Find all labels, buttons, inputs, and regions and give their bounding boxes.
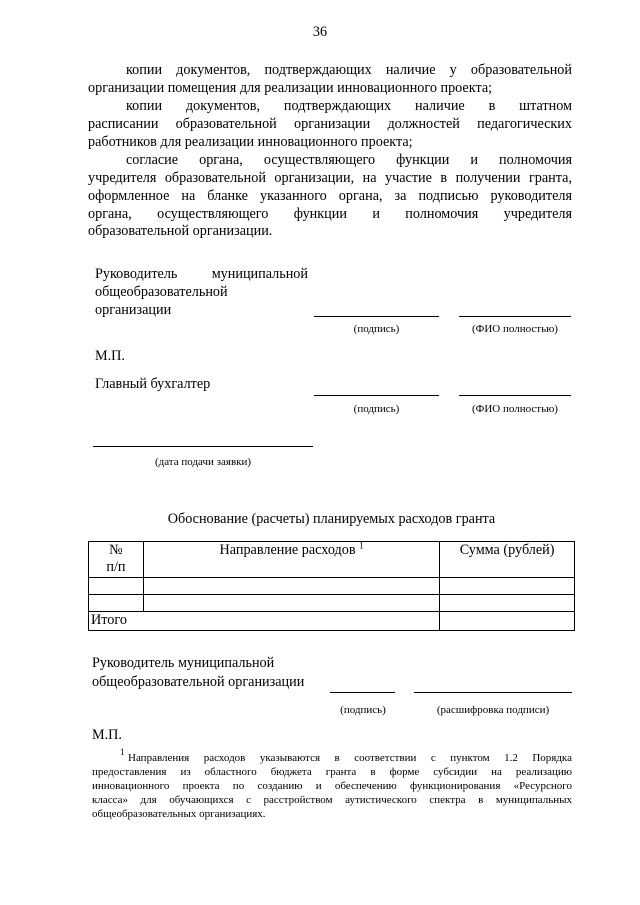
col-direction-header-text: Направление расходов xyxy=(219,542,356,558)
total-value[interactable] xyxy=(440,612,575,631)
intro-line: оформленное на бланке указанного органа, за подписью руководителя xyxy=(88,188,572,204)
footnote-line: предоставления из областного бюджета гранта в форме субсидии на реализацию xyxy=(92,766,572,778)
footnote-line: Направления расходов указываются в соответствии с пунктом 1.2 Порядка xyxy=(128,752,572,764)
section-title: Обоснование (расчеты) планируемых расходов гранта xyxy=(167,511,496,527)
total-label: Итого xyxy=(89,612,440,631)
signature-line xyxy=(314,316,439,317)
name-caption: (ФИО полностью) xyxy=(472,323,558,335)
signature-caption: (подпись) xyxy=(353,403,400,415)
table-total-row xyxy=(89,612,575,631)
table-cell[interactable] xyxy=(440,595,575,612)
signature-line xyxy=(314,395,439,396)
table-row xyxy=(89,578,575,595)
intro-line: копии документов, подтверждающих наличие у образовательной xyxy=(126,62,572,78)
head-title-line: Руководитель муниципальной xyxy=(95,266,308,282)
head-title-line: общеобразовательной организации xyxy=(92,674,305,690)
col-number-header-line2: п/п xyxy=(106,559,126,575)
col-number-header-line1: № xyxy=(109,542,123,558)
name-line xyxy=(414,692,572,693)
seal-label: М.П. xyxy=(92,727,122,743)
expenses-table xyxy=(88,541,575,631)
col-direction-header xyxy=(143,542,439,578)
date-line xyxy=(93,446,313,447)
name-caption: (ФИО полностью) xyxy=(472,403,558,415)
footnote-ref: 1 xyxy=(359,540,364,551)
name-line xyxy=(459,395,571,396)
intro-line: учредителя образовательной организации, на участие в получении гранта, xyxy=(88,170,572,186)
col-number-header xyxy=(89,542,144,578)
head-title-line: организации xyxy=(95,302,172,318)
footnote-line: инновационного проекта по созданию и обеспечению функционирования «Ресурсного xyxy=(92,780,572,792)
table-row xyxy=(89,595,575,612)
table-cell[interactable] xyxy=(143,595,439,612)
table-header-row xyxy=(89,542,575,578)
page-number: 36 xyxy=(312,24,328,40)
seal-label: М.П. xyxy=(95,348,125,364)
date-caption: (дата подачи заявки) xyxy=(154,456,252,468)
name-caption: (расшифровка подписи) xyxy=(436,704,550,716)
intro-line: согласие органа, осуществляющего функции и полномочия xyxy=(126,152,572,168)
footnote-line: класса» для обучающихся с расстройством аутистического спектра в муниципальных xyxy=(92,794,572,806)
table-cell[interactable] xyxy=(143,578,439,595)
intro-line: работников для реализации инновационного проекта; xyxy=(88,134,413,150)
intro-line: органа, осуществляющего функции и полномочия учредителя xyxy=(88,206,572,222)
intro-line: копии документов, подтверждающих наличие в штатном xyxy=(126,98,572,114)
intro-line: организации помещения для реализации инновационного проекта; xyxy=(88,80,493,96)
name-line xyxy=(459,316,571,317)
footnote-mark: 1 xyxy=(120,747,125,757)
signature-line xyxy=(330,692,395,693)
table-cell[interactable] xyxy=(440,578,575,595)
signature-caption: (подпись) xyxy=(340,704,386,716)
intro-line: образовательной организации. xyxy=(88,223,273,239)
chief-accountant-label: Главный бухгалтер xyxy=(95,376,211,392)
head-title-line: общеобразовательной xyxy=(95,284,228,300)
table-cell[interactable] xyxy=(89,578,144,595)
signature-caption: (подпись) xyxy=(353,323,400,335)
footnote-line: общеобразовательных организациях. xyxy=(92,808,266,820)
table-cell[interactable] xyxy=(89,595,144,612)
head-title-line: Руководитель муниципальной xyxy=(92,655,275,671)
col-sum-header: Сумма (рублей) xyxy=(440,542,575,578)
intro-line: расписании образовательной организации должностей педагогических xyxy=(88,116,572,132)
